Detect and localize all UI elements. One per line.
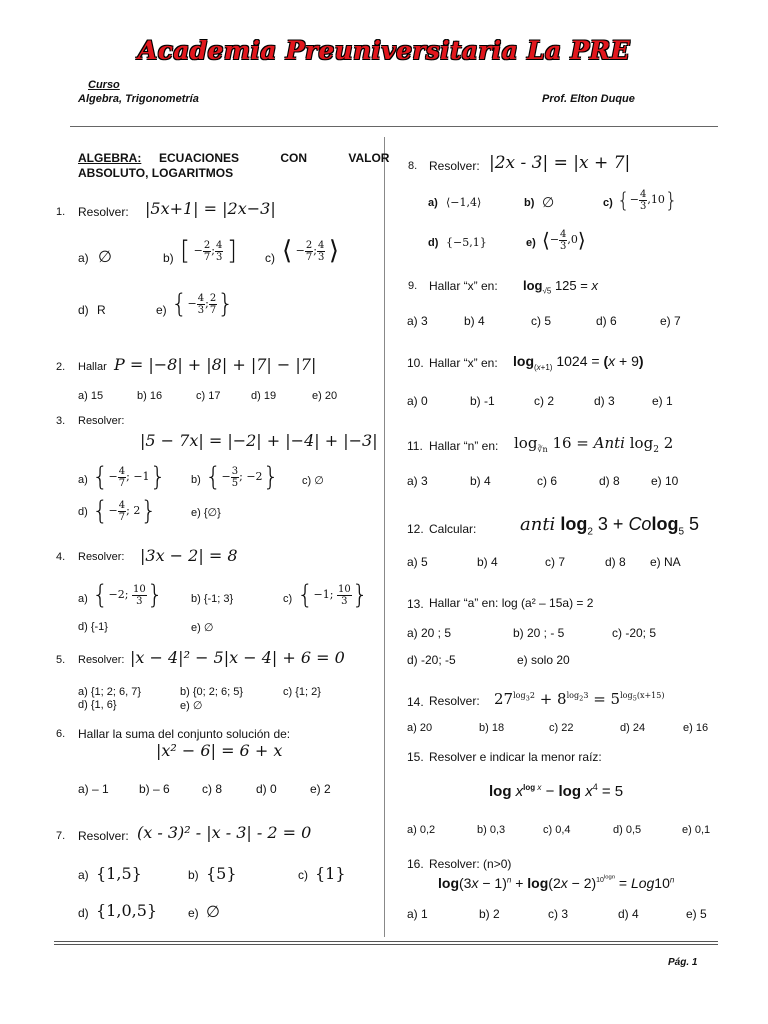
problem-16-text: Resolver: (n>0) [429,857,512,871]
problem-2-option-b: b) 16 [137,390,163,402]
page-title: Academia Preuniversitaria La PRE [138,36,630,65]
problem-15-option-d: d) 0,5 [613,824,642,836]
problem-10-number: 10. [407,356,424,370]
problem-7-number: 7. [56,830,66,842]
problem-7-option-d: d) [78,906,89,920]
problem-5-option-a: a) {1; 2; 6, 7} [78,686,141,698]
problem-7-option-c: c) [298,868,308,882]
problem-10-option-e: e) 1 [652,394,673,408]
problem-14-option-a: a) 20 [407,722,433,734]
problem-6-text: Hallar la suma del conjunto solución de: [78,727,291,741]
problem-11-option-e: e) 10 [651,474,679,488]
problem-1-option-a: a) [78,251,89,265]
problem-16-number: 16. [407,857,424,871]
problem-9-option-c: c) 5 [531,314,552,328]
problem-11-text: Hallar “n” en: [429,439,499,453]
problem-9-text: Hallar “x” en: [429,279,498,293]
problem-5-equation: |x − 4|² − 5|x − 4| + 6 = 0 [130,648,345,667]
problem-14-option-c: c) 22 [549,722,574,734]
problem-9-number: 9. [408,280,418,292]
problem-12-option-c: c) 7 [545,555,566,569]
problem-3-option-d: d) [78,506,88,518]
problem-12-option-b: b) 4 [477,555,498,569]
problem-3-equation: |5 − 7x| = |−2| + |−4| + |−3| [140,431,378,450]
problem-15-option-c: c) 0,4 [543,824,571,836]
problem-3-text: Resolver: [78,415,125,427]
problem-12-equation: anti $\log_2 3 + Colog_5$ 5 [520,514,700,538]
problem-13-option-e: e) solo 20 [517,653,570,667]
problem-1-option-c-value: ⟨ − $\frac{2}{7}$ ; $\frac{4}{3}$ ⟩ [282,236,339,266]
problem-1-option-e-value: {− $\frac{4}{3}$ ; $\frac{2}{7}$ } [171,289,234,319]
problem-10-option-a: a) 0 [407,394,428,408]
problem-3-option-e: e) {∅} [191,507,221,519]
problem-7-option-b: b) [188,868,199,882]
problem-4-option-b: b) {-1; 3} [191,593,234,605]
problem-12-option-e: e) NA [650,555,681,569]
problem-13-option-c: c) -20; 5 [612,626,657,640]
problem-15-option-b: b) 0,3 [477,824,506,836]
problem-11-equation: $\log_{∛n} 16$ = Anti $\log_2 2$ [514,434,674,455]
problem-2-option-a: a) 15 [78,390,104,402]
problem-11-option-d: d) 8 [599,474,620,488]
problem-16-option-a: a) 1 [407,907,428,921]
problem-1-option-d: d) [78,303,89,317]
header-divider [70,126,718,127]
problem-3-option-b: b) [191,474,201,486]
problem-5-text: Resolver: [78,654,125,666]
problem-5-option-b: b) {0; 2; 6; 5} [180,686,243,698]
problem-1-text: Resolver: [78,205,129,219]
problem-14-option-b: b) 18 [479,722,505,734]
problem-11-option-b: b) 4 [470,474,491,488]
problem-9-option-e: e) 7 [660,314,681,328]
problem-15-number: 15. [407,750,424,764]
problem-12-option-d: d) 8 [605,555,626,569]
problem-3-number: 3. [56,415,66,427]
problem-8-text: Resolver: [429,159,480,173]
problem-8-option-a-value: ⟨−1,4⟩ [446,196,482,209]
problem-9-option-b: b) 4 [464,314,485,328]
problem-1-option-e: e) [156,303,167,317]
problem-10-option-b: b) -1 [470,394,495,408]
problem-4-number: 4. [56,551,66,563]
problem-13-option-d: d) -20; -5 [407,653,456,667]
problem-2-equation: P = |−8| + |8| + |7| − |7| [114,355,317,374]
problem-4-option-a: a) [78,593,88,605]
problem-9-option-d: d) 6 [596,314,617,328]
problem-3-option-d-value: {− $\frac{4}{7}$ ; 2} [92,496,157,526]
footer-divider-top [54,941,718,942]
problem-12-number: 12. [407,522,424,536]
problem-14-text: Resolver: [429,694,480,708]
empty-set-symbol: ∅ [98,247,112,266]
problem-8-option-d: d) [428,237,439,249]
topic-title: ECUACIONES CON VALOR [159,151,390,165]
problem-1-number: 1. [56,206,66,218]
problem-3-option-c: c) ∅ [302,475,324,487]
problem-8-option-c: c) [603,197,613,209]
problem-2-option-e: e) 20 [312,390,338,402]
problem-7-option-e-value: ∅ [206,902,220,921]
problem-5-option-c: c) {1; 2} [283,686,321,698]
problem-5-option-d: d) {1, 6} [78,699,117,711]
problem-8-option-c-value: {− $\frac{4}{3}$ ,10} [617,188,678,212]
problem-1-option-b-value: [ − $\frac{2}{7}$ ; $\frac{4}{3}$ ] [180,236,237,266]
problem-14-equation: $27^{log_32} + 8^{log_23} = 5^{log_5(x+15)}$ [494,690,665,708]
column-divider [384,137,385,937]
problem-16-option-e: e) 5 [686,907,707,921]
page-number: Pág. 1 [668,957,698,968]
problem-4-text: Resolver: [78,551,125,563]
problem-1-option-d-value: R [97,303,106,317]
problem-7-option-e: e) [188,906,199,920]
topic-title-line2: ABSOLUTO, LOGARITMOS [78,166,234,180]
problem-13-number: 13. [407,597,424,611]
course-subjects: Algebra, Trigonometría [78,93,199,105]
topic-label: ALGEBRA: [78,151,142,165]
problem-7-text: Resolver: [78,829,129,843]
problem-6-option-d: d) 0 [256,782,277,796]
problem-3-option-a-value: {− $\frac{4}{7}$ ; −1} [92,462,167,492]
problem-15-option-e: e) 0,1 [682,824,711,836]
problem-16-option-c: c) 3 [548,907,569,921]
problem-1-equation: |5x+1| = |2x−3| [145,199,276,218]
problem-3-option-b-value: {− $\frac{3}{5}$ ; −2} [205,462,280,492]
problem-10-text: Hallar “x” en: [429,356,498,370]
problem-9-option-a: a) 3 [407,314,428,328]
problem-3-option-a: a) [78,474,88,486]
problem-11-option-c: c) 6 [537,474,558,488]
problem-11-number: 11. [407,439,423,453]
problem-11-option-a: a) 3 [407,474,428,488]
problem-14-option-d: d) 24 [620,722,646,734]
problem-6-option-e: e) 2 [310,782,331,796]
problem-1-option-b: b) [163,251,174,265]
problem-10-option-c: c) 2 [534,394,555,408]
problem-1-option-c: c) [265,251,275,265]
problem-10-equation: $\log_{(x+1)} 1024 = (x + 9)$ [513,353,644,372]
problem-4-option-d: d) {-1} [78,621,108,633]
problem-13-option-b: b) 20 ; - 5 [513,626,565,640]
problem-6-number: 6. [56,728,66,740]
problem-8-equation: |2x - 3| = |x + 7| [489,153,631,173]
problem-6-option-a: a) – 1 [78,782,109,796]
problem-2-number: 2. [56,361,66,373]
problem-6-equation: |x² − 6| = 6 + x [156,741,283,760]
problem-4-option-e: e) ∅ [191,622,214,634]
problem-4-equation: |3x − 2| = 8 [140,546,238,565]
problem-15-option-a: a) 0,2 [407,824,436,836]
problem-7-option-d-value: {1,0,5} [96,901,158,920]
problem-8-option-b-value: ∅ [542,195,555,211]
problem-5-number: 5. [56,654,66,666]
problem-9-equation: $\log_{√5} 125 = x$ [523,278,598,296]
problem-15-text: Resolver e indicar la menor raíz: [429,750,602,764]
problem-7-option-c-value: {1} [315,864,346,883]
problem-8-option-a: a) [428,197,438,209]
problem-8-option-b: b) [524,197,535,209]
problem-12-option-a: a) 5 [407,555,428,569]
problem-15-equation: $\log x^{log x} - \log x^4 = 5$ [489,782,624,800]
problem-6-option-b: b) – 6 [139,782,170,796]
problem-8-option-e-value: ⟨− $\frac{4}{3}$ ,0⟩ [542,228,586,252]
problem-4-option-a-value: {−2; $\frac{10}{3}$ } [92,580,164,610]
problem-13-text: Hallar “a” en: log (a² – 15a) = 2 [429,596,594,610]
problem-7-equation: (x - 3)² - |x - 3| - 2 = 0 [137,823,312,842]
problem-16-option-d: d) 4 [618,907,639,921]
problem-8-option-e: e) [526,237,536,249]
problem-2-text: Hallar [78,361,107,373]
problem-12-text: Calcular: [429,522,477,536]
problem-7-option-b-value: {5} [206,864,237,883]
problem-16-equation: $\log(3x - 1)^n + \log(2x - 2)^{10^{logn}} = Log10^n$ [438,875,675,891]
problem-7-option-a-value: {1,5} [96,864,142,883]
problem-7-option-a: a) [78,868,89,882]
problem-8-option-d-value: {−5,1} [446,236,487,249]
problem-14-option-e: e) 16 [683,722,709,734]
footer-divider-bottom [54,944,718,945]
problem-2-option-d: d) 19 [251,390,277,402]
problem-5-option-e: e) ∅ [180,700,203,712]
course-label: Curso [88,79,120,91]
problem-14-number: 14. [407,695,424,709]
problem-8-number: 8. [408,160,418,172]
problem-4-option-c: c) [283,593,293,605]
professor-name: Prof. Elton Duque [542,93,635,105]
problem-2-option-c: c) 17 [196,390,221,402]
problem-4-option-c-value: {−1; $\frac{10}{3}$ } [297,580,369,610]
problem-10-option-d: d) 3 [594,394,615,408]
problem-16-option-b: b) 2 [479,907,500,921]
problem-6-option-c: c) 8 [202,782,223,796]
problem-13-option-a: a) 20 ; 5 [407,626,452,640]
